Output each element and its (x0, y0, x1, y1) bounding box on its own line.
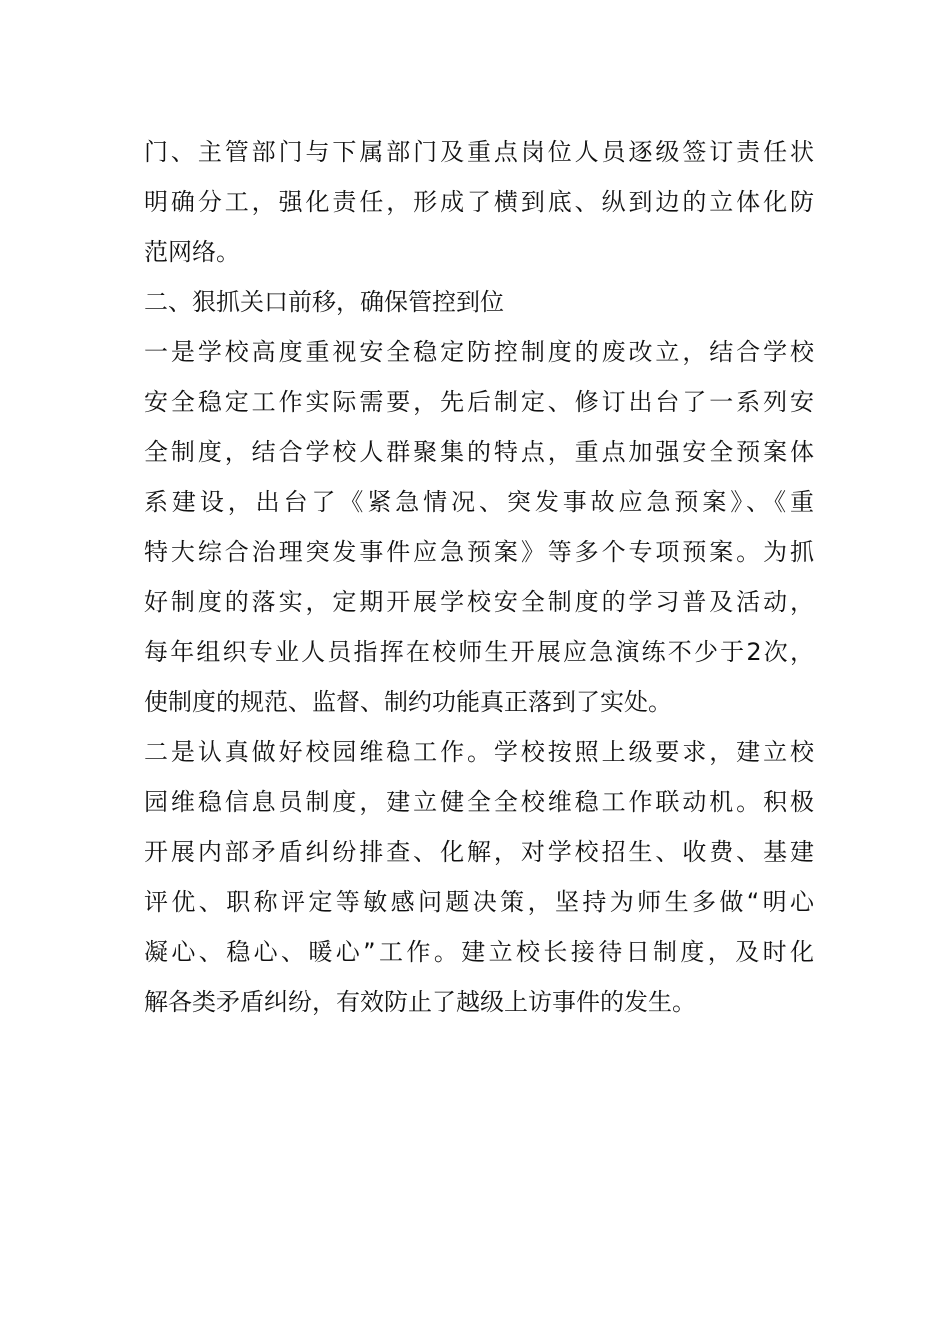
text-line-17: 凝心、稳心、暖心”工作。建立校长接待日制度，及时化 (144, 938, 814, 966)
text-line-6: 安全稳定工作实际需要，先后制定、修订出台了一系列安 (144, 388, 814, 416)
text-line-15: 开展内部矛盾纠纷排查、化解，对学校招生、收费、基建 (144, 838, 814, 866)
text-line-16: 评优、职称评定等敏感问题决策，坚持为师生多做“明心 (144, 888, 814, 916)
text-line-13: 二是认真做好校园维稳工作。学校按照上级要求，建立校 (144, 738, 814, 766)
text-line-12: 使制度的规范、监督、制约功能真正落到了实处。 (144, 688, 672, 716)
text-line-7: 全制度，结合学校人群聚集的特点，重点加强安全预案体 (144, 438, 814, 466)
text-line-10: 好制度的落实，定期开展学校安全制度的学习普及活动， (144, 588, 814, 616)
text-line-2: 明确分工，强化责任，形成了横到底、纵到边的立体化防 (144, 188, 814, 216)
document-body (144, 127, 814, 1027)
text-line-14: 园维稳信息员制度，建立健全全校维稳工作联动机。积极 (144, 788, 814, 816)
text-line-11: 每年组织专业人员指挥在校师生开展应急演练不少于2次， (144, 638, 814, 666)
section-heading: 二、狠抓关口前移，确保管控到位 (144, 288, 504, 316)
text-line-18: 解各类矛盾纠纷，有效防止了越级上访事件的发生。 (144, 988, 696, 1016)
text-line-9: 特大综合治理突发事件应急预案》等多个专项预案。为抓 (144, 538, 814, 566)
text-line-1: 门、主管部门与下属部门及重点岗位人员逐级签订责任状 (144, 138, 814, 166)
text-line-5: 一是学校高度重视安全稳定防控制度的废改立，结合学校 (144, 338, 814, 366)
text-line-3: 范网络。 (144, 238, 240, 266)
text-line-8: 系建设，出台了《紧急情况、突发事故应急预案》、《重 (144, 488, 814, 516)
